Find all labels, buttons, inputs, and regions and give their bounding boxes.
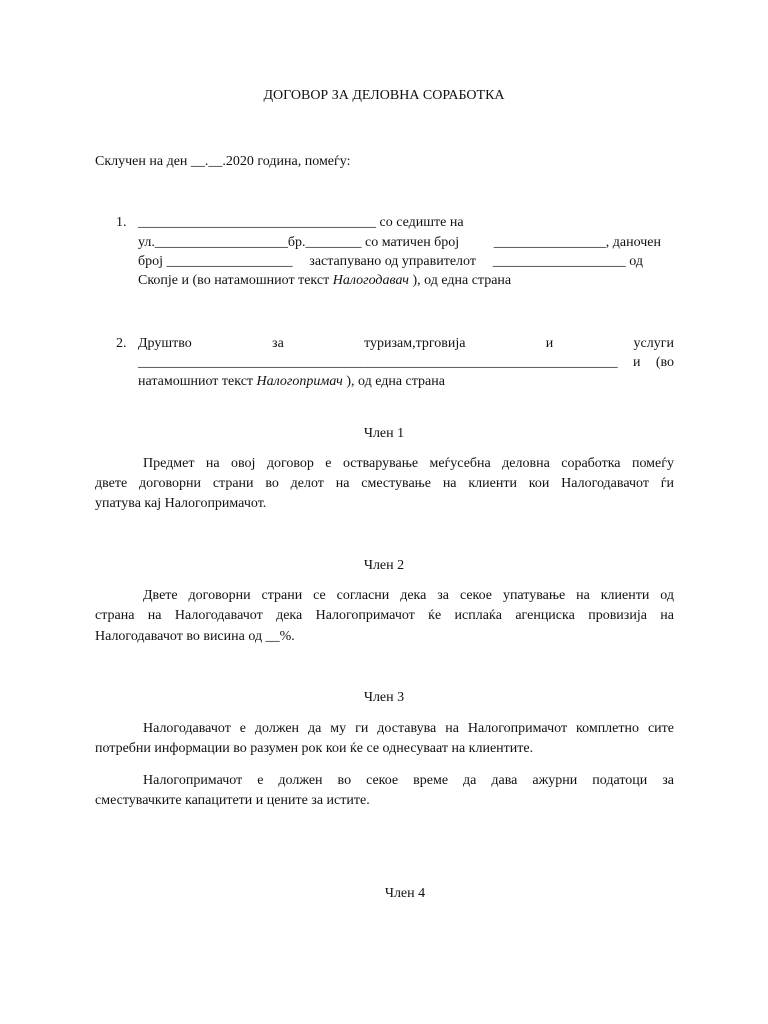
party2-line1: [138, 336, 674, 352]
party1-line3b: застапувано од управителот: [309, 254, 476, 269]
article1-line1: Предмет на овој договор е остварување меѓусебна деловна соработка помеѓу: [143, 456, 674, 471]
article1-line2: двете договорни страни во делот на сместување на клиенти кои Налогодавачот ѓи: [95, 476, 674, 491]
article4-heading: Член 4: [384, 886, 426, 901]
party2-word: Друштво: [138, 336, 192, 351]
article1-line3: упатува кај Налогопримачот.: [95, 496, 267, 511]
article2-heading: Член 2: [363, 558, 405, 573]
article3-para1-line1: Налогодавачот е должен да му ги доставува на Налогопримачот комплетно сите: [143, 721, 674, 736]
party1-line4c: ), од една страна: [408, 273, 512, 288]
article3-para2-line2: сместувачките капацитети и цените за истите.: [95, 793, 370, 808]
party1-line1: __________________________________ со седиште на: [138, 215, 464, 230]
party1-line2: [138, 235, 661, 251]
article2-line1: Двете договорни страни се согласни дека за секое упатување на клиенти од: [143, 588, 674, 603]
party2-line3a: натамошниот текст: [138, 374, 257, 389]
party1-number: 1.: [116, 215, 127, 230]
party1-line2b: ________________, даночен: [493, 235, 661, 250]
party2-word: и: [545, 336, 554, 351]
party1-line3: [138, 254, 643, 270]
party2-word: и: [632, 355, 641, 370]
party1-line3c: ___________________ од: [492, 254, 643, 269]
article3-para1-line2: потребни информации во разумен рок кои ќе се однесуваат на клиентите.: [95, 741, 534, 756]
intro-line: Склучен на ден __.__.2020 година, помеѓу:: [95, 154, 351, 169]
party2-word: туризам,трговија: [364, 336, 466, 351]
document-title: ДОГОВОР ЗА ДЕЛОВНА СОРАБОТКА: [263, 88, 505, 103]
party1-role-name: Налогодавач: [332, 273, 409, 288]
party2-role-name: Налогопримач: [256, 374, 343, 389]
party2-number: 2.: [116, 336, 127, 351]
article3-para2-line1: Налогопримачот е должен во секое време да дава ажурни податоци за: [143, 773, 674, 788]
article2-line2: страна на Налогодавачот дека Налогопримачот ќе исплаќа агенциска провизија на: [95, 608, 674, 623]
party2-line2: [138, 355, 674, 371]
party1-line3a: број __________________: [138, 254, 293, 269]
party1-line2a: ул.___________________бр.________ со матичен број: [138, 235, 460, 250]
article2-line3: Налогодавачот во висина од __%.: [95, 629, 295, 644]
article3-heading: Член 3: [363, 690, 405, 705]
party2-line3c: ), од една страна: [342, 374, 445, 389]
party2-line3: [138, 374, 445, 390]
party1-line4a: Скопје и (во натамошниот текст: [138, 273, 333, 288]
party2-word: за: [272, 336, 284, 351]
party2-word: услуги: [633, 336, 674, 351]
party2-word: (во: [655, 355, 674, 370]
party2-blank: _____________________________________________________________________: [138, 355, 618, 370]
party1-line4: [138, 273, 511, 289]
article1-heading: Член 1: [363, 426, 405, 441]
